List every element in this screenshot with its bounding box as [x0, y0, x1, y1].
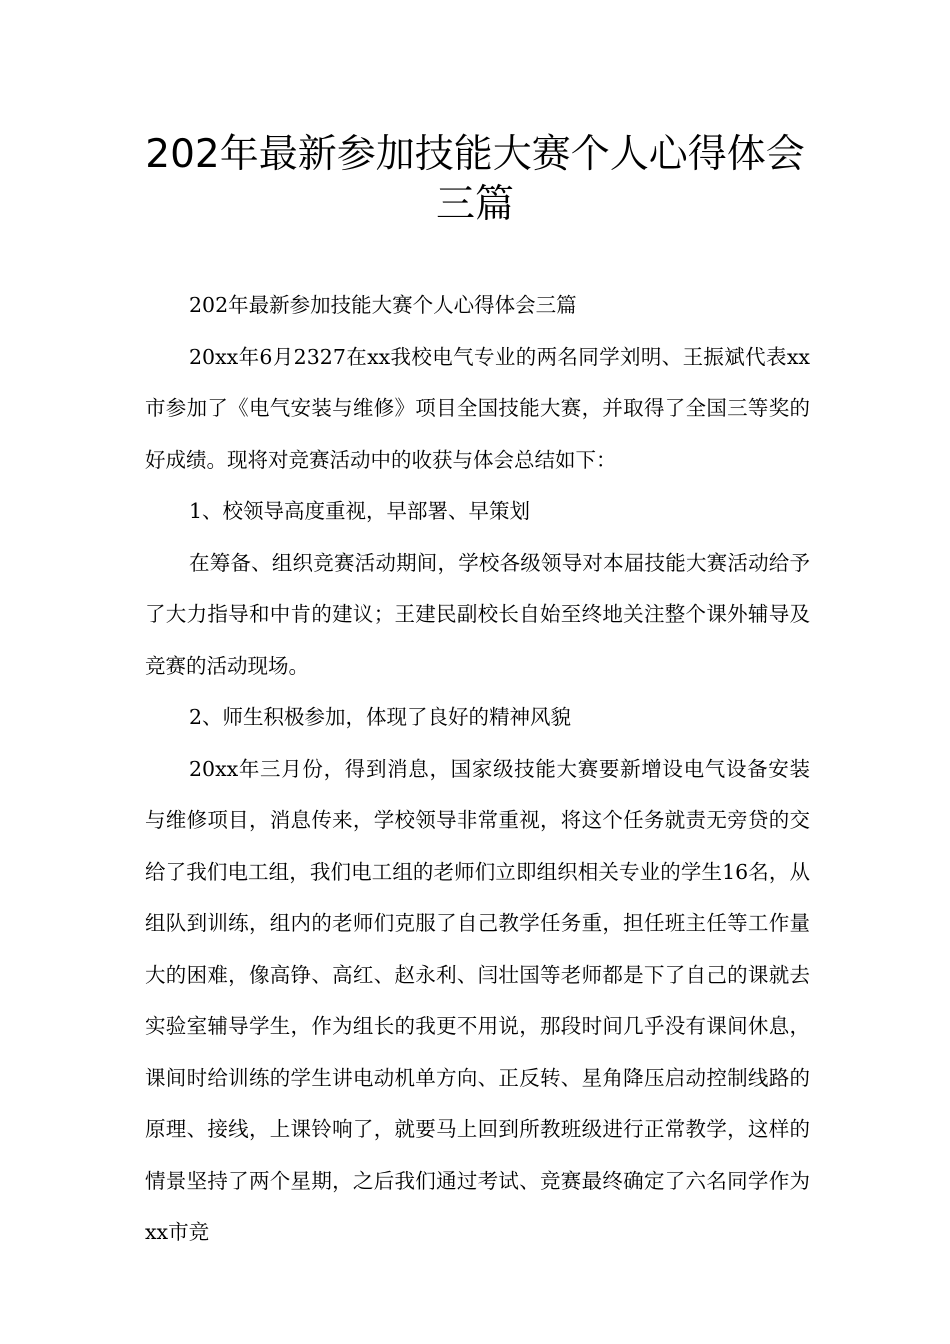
document-title-line-1: 202年最新参加技能大赛个人心得体会 — [145, 132, 805, 177]
section-heading-2: 2、师生积极参加，体现了良好的精神风貌 — [189, 705, 572, 729]
section-heading-1: 1、校领导高度重视，早部署、早策划 — [189, 499, 531, 523]
document-body — [145, 280, 810, 1259]
section-1-paragraph: 在筹备、组织竞赛活动期间，学校各级领导对本届技能大赛活动给予了大力指导和中肯的建议；王建民副校长自始至终地关注整个课外辅导及竞赛的活动现场。 — [145, 550, 810, 678]
intro-paragraph: 20xx年6月2327在xx我校电气专业的两名同学刘明、王振斌代表xx市参加了《电气安装与维修》项目全国技能大赛，并取得了全国三等奖的好成绩。现将对竞赛活动中的收获与体会总结如下： — [145, 344, 810, 472]
subtitle-paragraph: 202年最新参加技能大赛个人心得体会三篇 — [189, 293, 577, 317]
document-title-line-2: 三篇 — [435, 182, 514, 227]
section-2-paragraph: 20xx年三月份，得到消息，国家级技能大赛要新增设电气设备安装与维修项目，消息传来，学校领导非常重视，将这个任务就责无旁贷的交给了我们电工组，我们电工组的老师们立即组织相关专业的学生16名，从组队到训练，组内的老师们克服了自己教学任务重，担任班主任等工作量大的困难，像高铮、高红、赵永利、闫壮国等老师都是下了自己的课就去实验室辅导学生，作为组长的我更不用说，那段时间几乎没有课间休息，课间时给训练的学生讲电动机单方向、正反转、星角降压启动控制线路的原理、接线，上课铃响了，就要马上回到所教班级进行正常教学，这样的情景坚持了两个星期，之后我们通过考试、竞赛最终确定了六名同学作为xx市竞 — [145, 756, 810, 1244]
